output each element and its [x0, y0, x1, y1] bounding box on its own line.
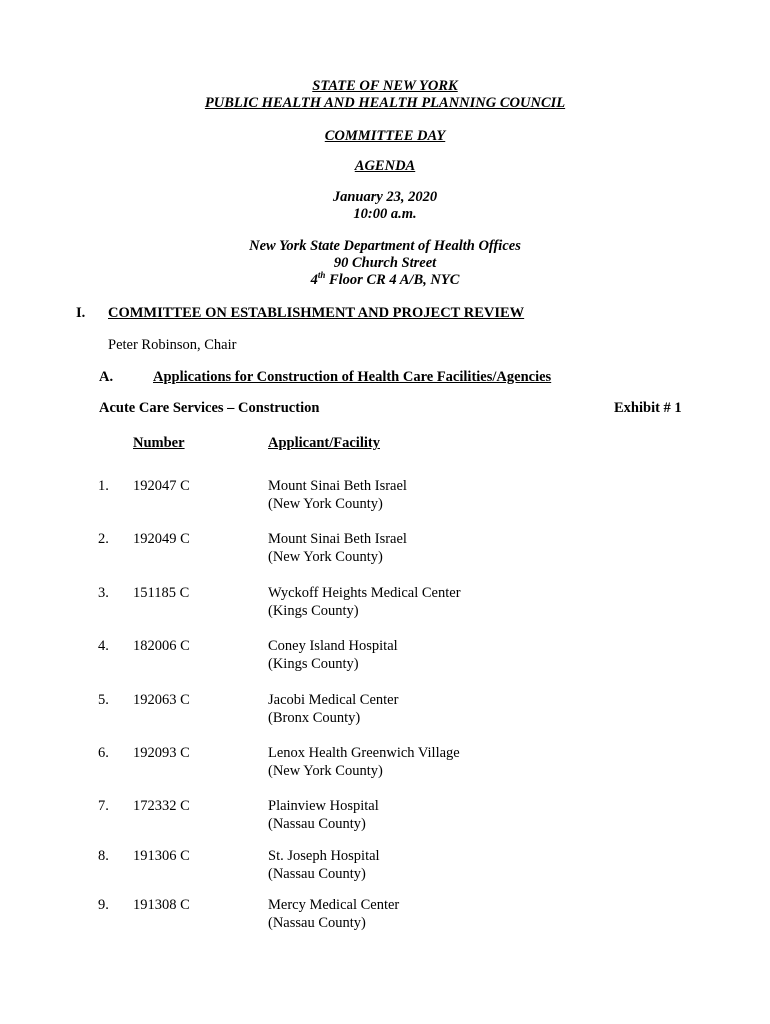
applicant-facility [268, 691, 398, 727]
subsection-title: Applications for Construction of Health Care Facilities/Agencies [153, 369, 552, 385]
list-item [0, 530, 770, 566]
facility-county: (Kings County) [268, 656, 359, 672]
floor-superscript: th [317, 270, 326, 281]
meeting-time: 10:00 a.m. [353, 206, 417, 222]
state-title: STATE OF NEW YORK [312, 78, 458, 94]
item-index: 1. [98, 478, 109, 494]
item-index: 5. [98, 692, 109, 708]
facility-name: Jacobi Medical Center [268, 692, 399, 708]
item-index: 3. [98, 585, 109, 601]
column-header-applicant: Applicant/Facility [268, 435, 380, 451]
applicant-facility [268, 797, 379, 833]
application-number: 182006 C [133, 638, 190, 654]
facility-name: Mount Sinai Beth Israel [268, 531, 407, 547]
application-number: 172332 C [133, 798, 190, 814]
applicant-facility [268, 896, 399, 932]
list-item [0, 896, 770, 932]
applicant-facility [268, 744, 460, 780]
floor-number: 4 [310, 272, 318, 288]
application-number: 191308 C [133, 897, 190, 913]
applicant-facility [268, 637, 398, 673]
exhibit-label: Exhibit # 1 [614, 400, 682, 416]
list-item [0, 477, 770, 513]
list-item [0, 584, 770, 620]
application-number: 192047 C [133, 478, 190, 494]
list-item [0, 744, 770, 780]
facility-county: (New York County) [268, 496, 383, 512]
item-index: 7. [98, 798, 109, 814]
committee-day-title: COMMITTEE DAY [324, 128, 446, 144]
facility-name: Plainview Hospital [268, 798, 379, 814]
applicant-facility [268, 584, 461, 620]
applicant-facility [268, 847, 380, 883]
facility-name: Coney Island Hospital [268, 638, 398, 654]
list-item [0, 847, 770, 883]
facility-name: St. Joseph Hospital [268, 848, 380, 864]
item-index: 8. [98, 848, 109, 864]
location-line-2: 90 Church Street [333, 255, 437, 271]
facility-county: (Nassau County) [268, 816, 366, 832]
item-index: 6. [98, 745, 109, 761]
item-index: 9. [98, 897, 109, 913]
item-index: 4. [98, 638, 109, 654]
applicant-facility [268, 477, 407, 513]
facility-county: (Nassau County) [268, 866, 366, 882]
application-number: 191306 C [133, 848, 190, 864]
council-title: PUBLIC HEALTH AND HEALTH PLANNING COUNCIL [204, 95, 566, 111]
list-item [0, 691, 770, 727]
facility-county: (New York County) [268, 763, 383, 779]
facility-county: (New York County) [268, 549, 383, 565]
item-index: 2. [98, 531, 109, 547]
category-title: Acute Care Services – Construction [99, 400, 320, 416]
application-number: 192049 C [133, 531, 190, 547]
facility-county: (Nassau County) [268, 915, 366, 931]
facility-county: (Kings County) [268, 603, 359, 619]
section-title: COMMITTEE ON ESTABLISHMENT AND PROJECT REVIEW [108, 305, 525, 321]
facility-name: Wyckoff Heights Medical Center [268, 585, 461, 601]
list-item [0, 797, 770, 833]
facility-county: (Bronx County) [268, 710, 361, 726]
column-header-number: Number [133, 435, 185, 451]
meeting-date: January 23, 2020 [332, 189, 438, 205]
application-number: 151185 C [133, 585, 190, 601]
location-line-3 [0, 271, 770, 289]
location-line-1: New York State Department of Health Offices [249, 238, 521, 254]
agenda-title: AGENDA [354, 158, 416, 174]
facility-name: Mercy Medical Center [268, 897, 400, 913]
application-number: 192093 C [133, 745, 190, 761]
application-number: 192063 C [133, 692, 190, 708]
list-item [0, 637, 770, 673]
committee-chair: Peter Robinson, Chair [108, 337, 237, 353]
floor-rest: Floor CR 4 A/B, NYC [325, 272, 460, 288]
facility-name: Lenox Health Greenwich Village [268, 745, 460, 761]
facility-name: Mount Sinai Beth Israel [268, 478, 407, 494]
subsection-letter: A. [99, 369, 114, 385]
section-roman: I. [76, 305, 86, 321]
applicant-facility [268, 530, 407, 566]
